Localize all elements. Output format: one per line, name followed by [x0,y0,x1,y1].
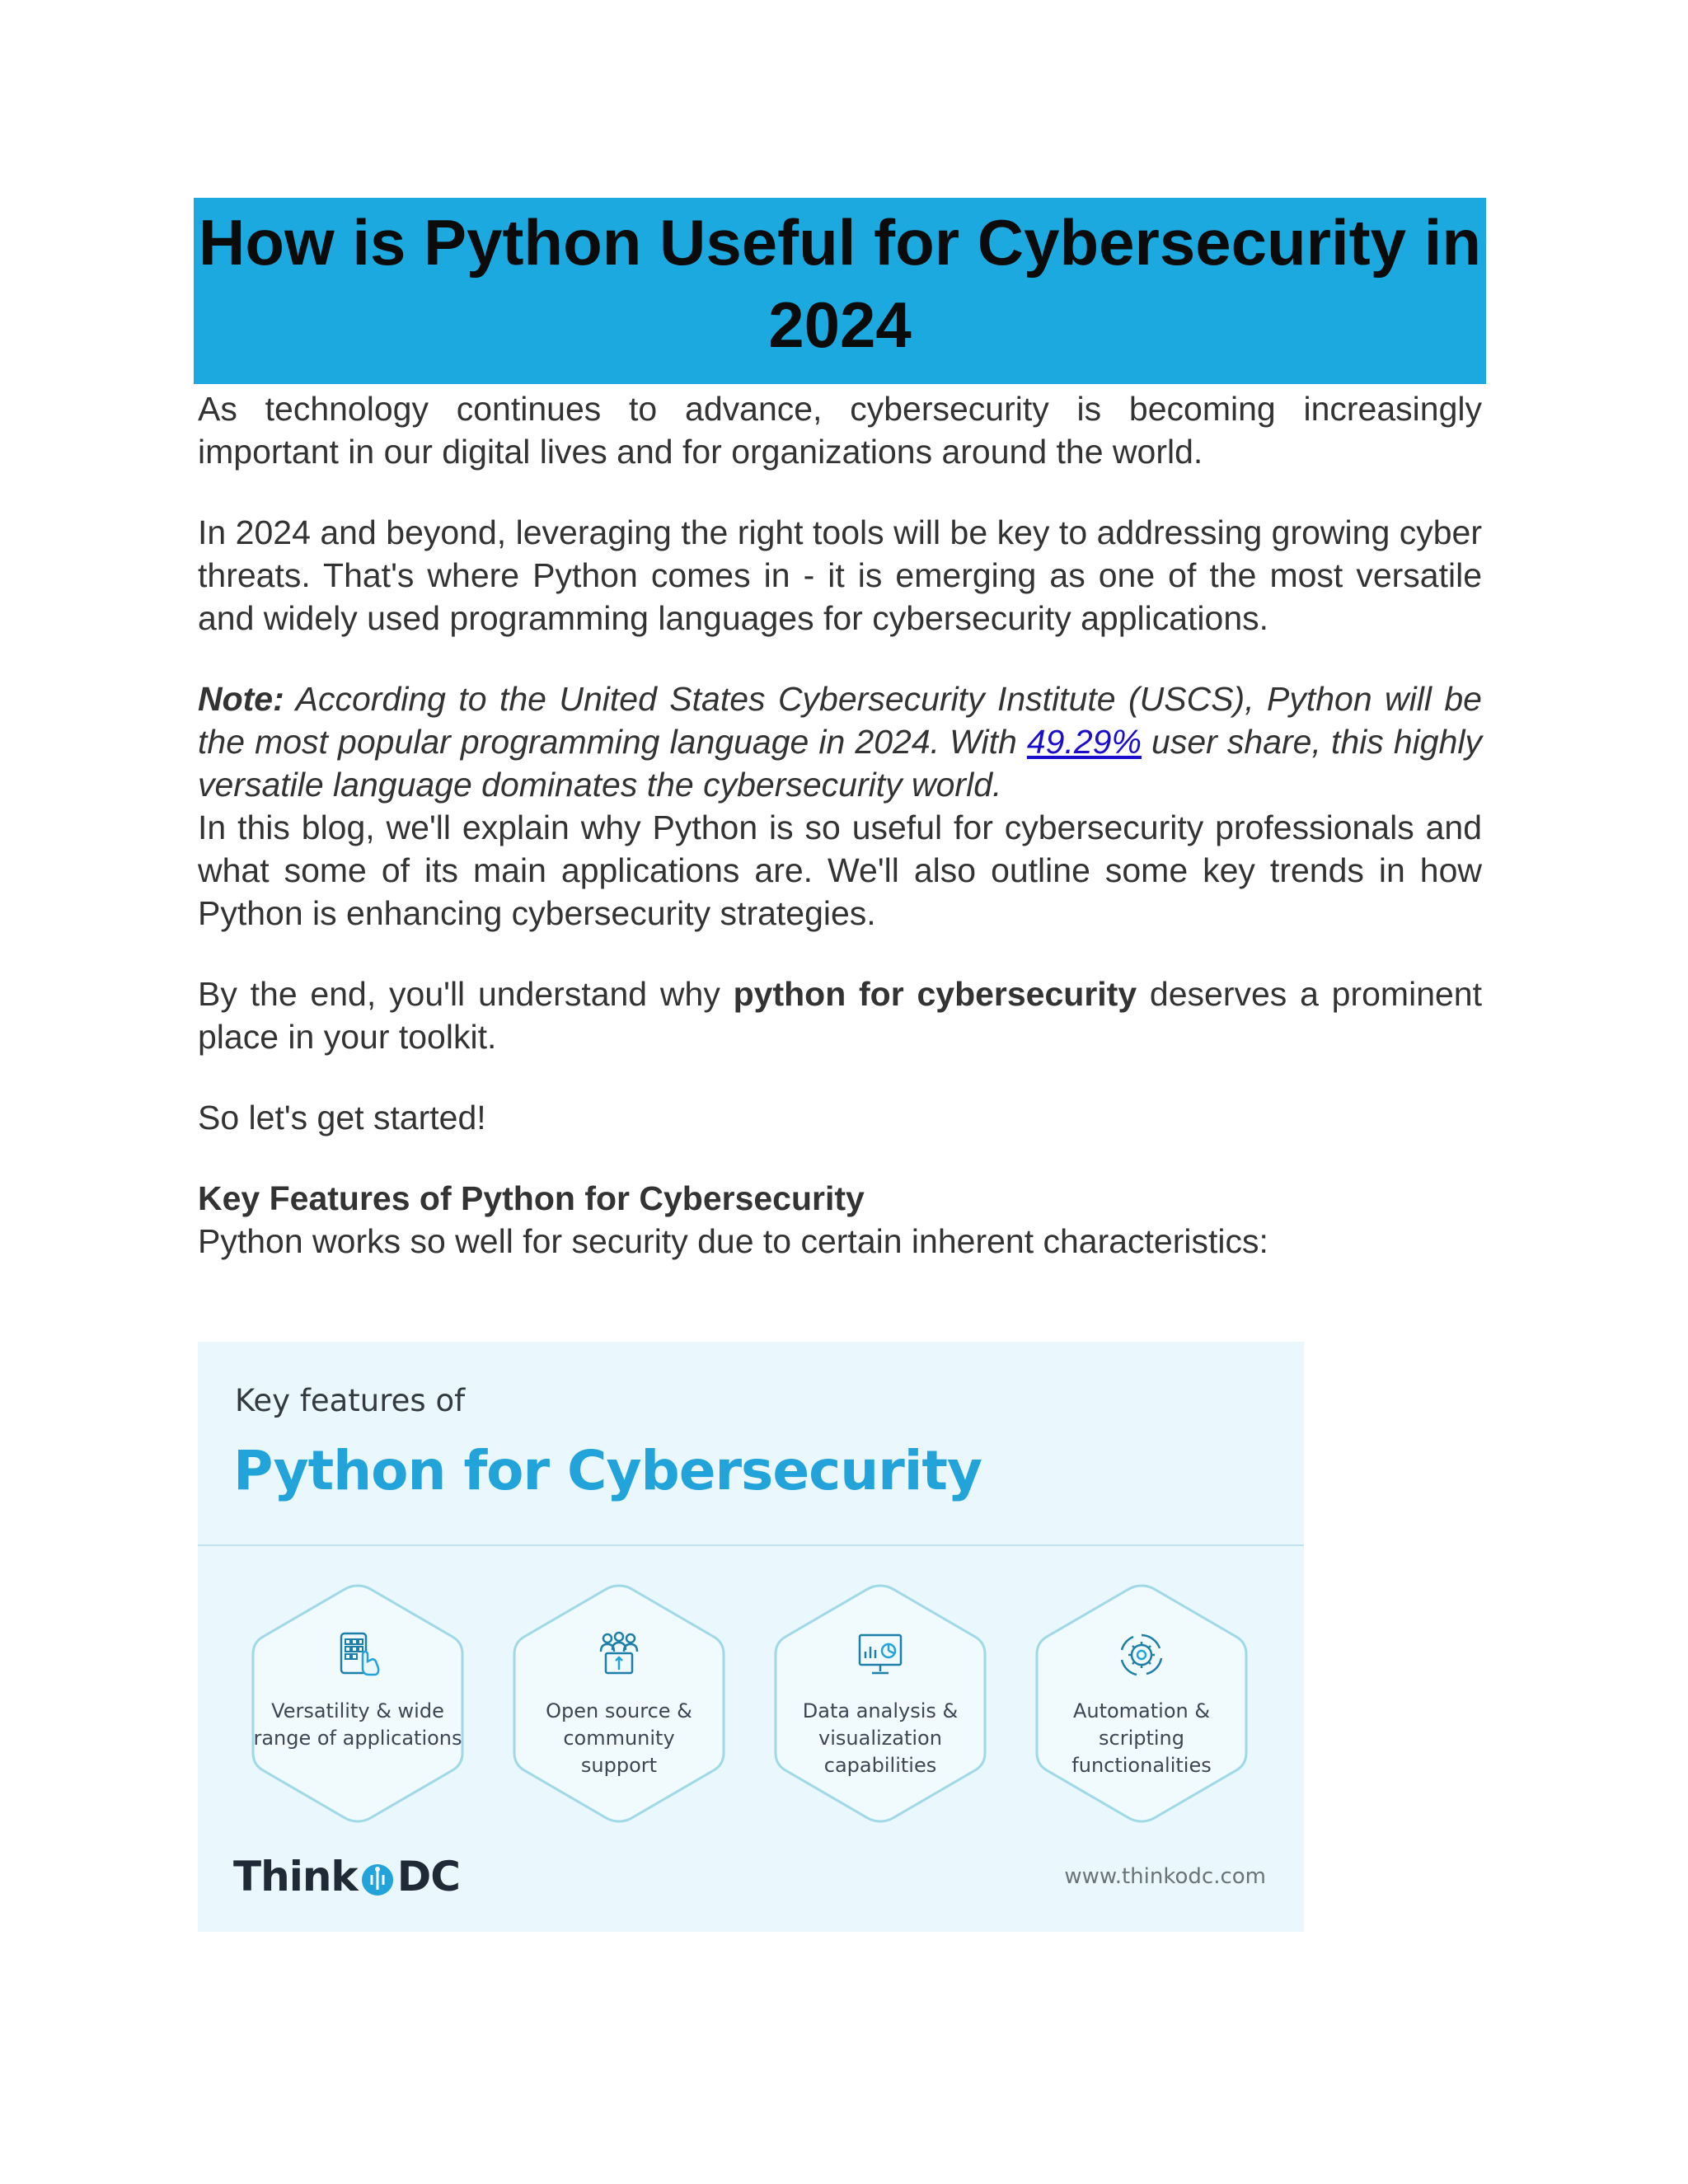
intro-paragraph: As technology continues to advance, cybersecurity is becoming increasingly important in our digital lives and for organizations around the world. [198,390,1482,471]
feature-label-line: Automation & [1072,1699,1211,1722]
feature-hexagon [1034,1582,1250,1825]
title-banner [194,198,1486,384]
feature-hexagon [511,1582,727,1825]
feature-label [250,1698,466,1752]
paragraph-4-before: By the end, you'll understand why [198,975,734,1013]
infographic-title: Python for Cybersecurity [233,1439,982,1502]
key-features-infographic [198,1342,1304,1932]
section-heading: Key Features of Python for Cybersecurity [198,1179,865,1217]
infographic-url: www.thinkodc.com [1064,1864,1266,1889]
page-title: How is Python Useful for Cybersecurity in 2024 [199,206,1481,361]
infographic-kicker: Key features of [235,1383,466,1418]
feature-label-line: functionalities [1071,1754,1212,1777]
thinkodc-logo [233,1853,460,1900]
paragraph-4-bold: python for cybersecurity [733,975,1137,1013]
note-paragraph [198,677,1482,806]
feature-label [1034,1698,1250,1779]
logo-circle-icon [359,1862,396,1898]
note-label: Note: [198,680,284,718]
feature-hexagon [250,1582,466,1825]
paragraph-2: In 2024 and beyond, leveraging the right tools will be key to addressing growing cyber threats. That's where Python comes in - it is emerging as one of the most versatile and widely used programming languages for cybersecurity applications. [198,513,1482,637]
community-icon [594,1630,644,1680]
feature-label-line: Data analysis & [802,1699,959,1722]
paragraph-4 [198,972,1482,1058]
feature-label [511,1698,727,1779]
paragraph-3: In this blog, we'll explain why Python is so useful for cybersecurity professionals and what some of its main applications are. We'll also outline some key trends in how Python is enhancing cybersecurity strategies. [198,808,1482,932]
article-body [198,387,1482,1301]
feature-label-line: Versatility & wide [271,1699,444,1722]
feature-label [772,1698,988,1779]
feature-hexagon [772,1582,988,1825]
infographic-divider [198,1544,1304,1546]
analytics-monitor-icon [856,1630,905,1680]
feature-label-line: support [580,1754,658,1777]
note-text-after-link: user share, this highly versatile language dominates the cybersecurity world. [198,723,1482,804]
gear-cycle-icon [1117,1630,1166,1680]
feature-label-line: scripting [1099,1727,1184,1750]
paragraph-5: So let's get started! [198,1099,486,1137]
paragraph-4-after: deserves a prominent place in your toolkit. [198,975,1482,1056]
section-intro: Python works so well for security due to certain inherent characteristics: [198,1222,1268,1260]
tablet-touch-icon [333,1630,382,1680]
feature-label-line: range of applications [253,1727,462,1750]
feature-label-line: visualization [818,1727,942,1750]
logo-text-left: Think [233,1853,358,1900]
feature-label-line: capabilities [823,1754,937,1777]
feature-label-line: community [563,1727,675,1750]
note-text-before-link: According to the United States Cybersecurity Institute (USCS), Python will be the most popular programming language in 2024. With [198,680,1482,761]
logo-text-right: DC [396,1853,460,1900]
usage-share-link[interactable]: 49.29% [1026,723,1142,761]
feature-label-line: Open source & [546,1699,692,1722]
